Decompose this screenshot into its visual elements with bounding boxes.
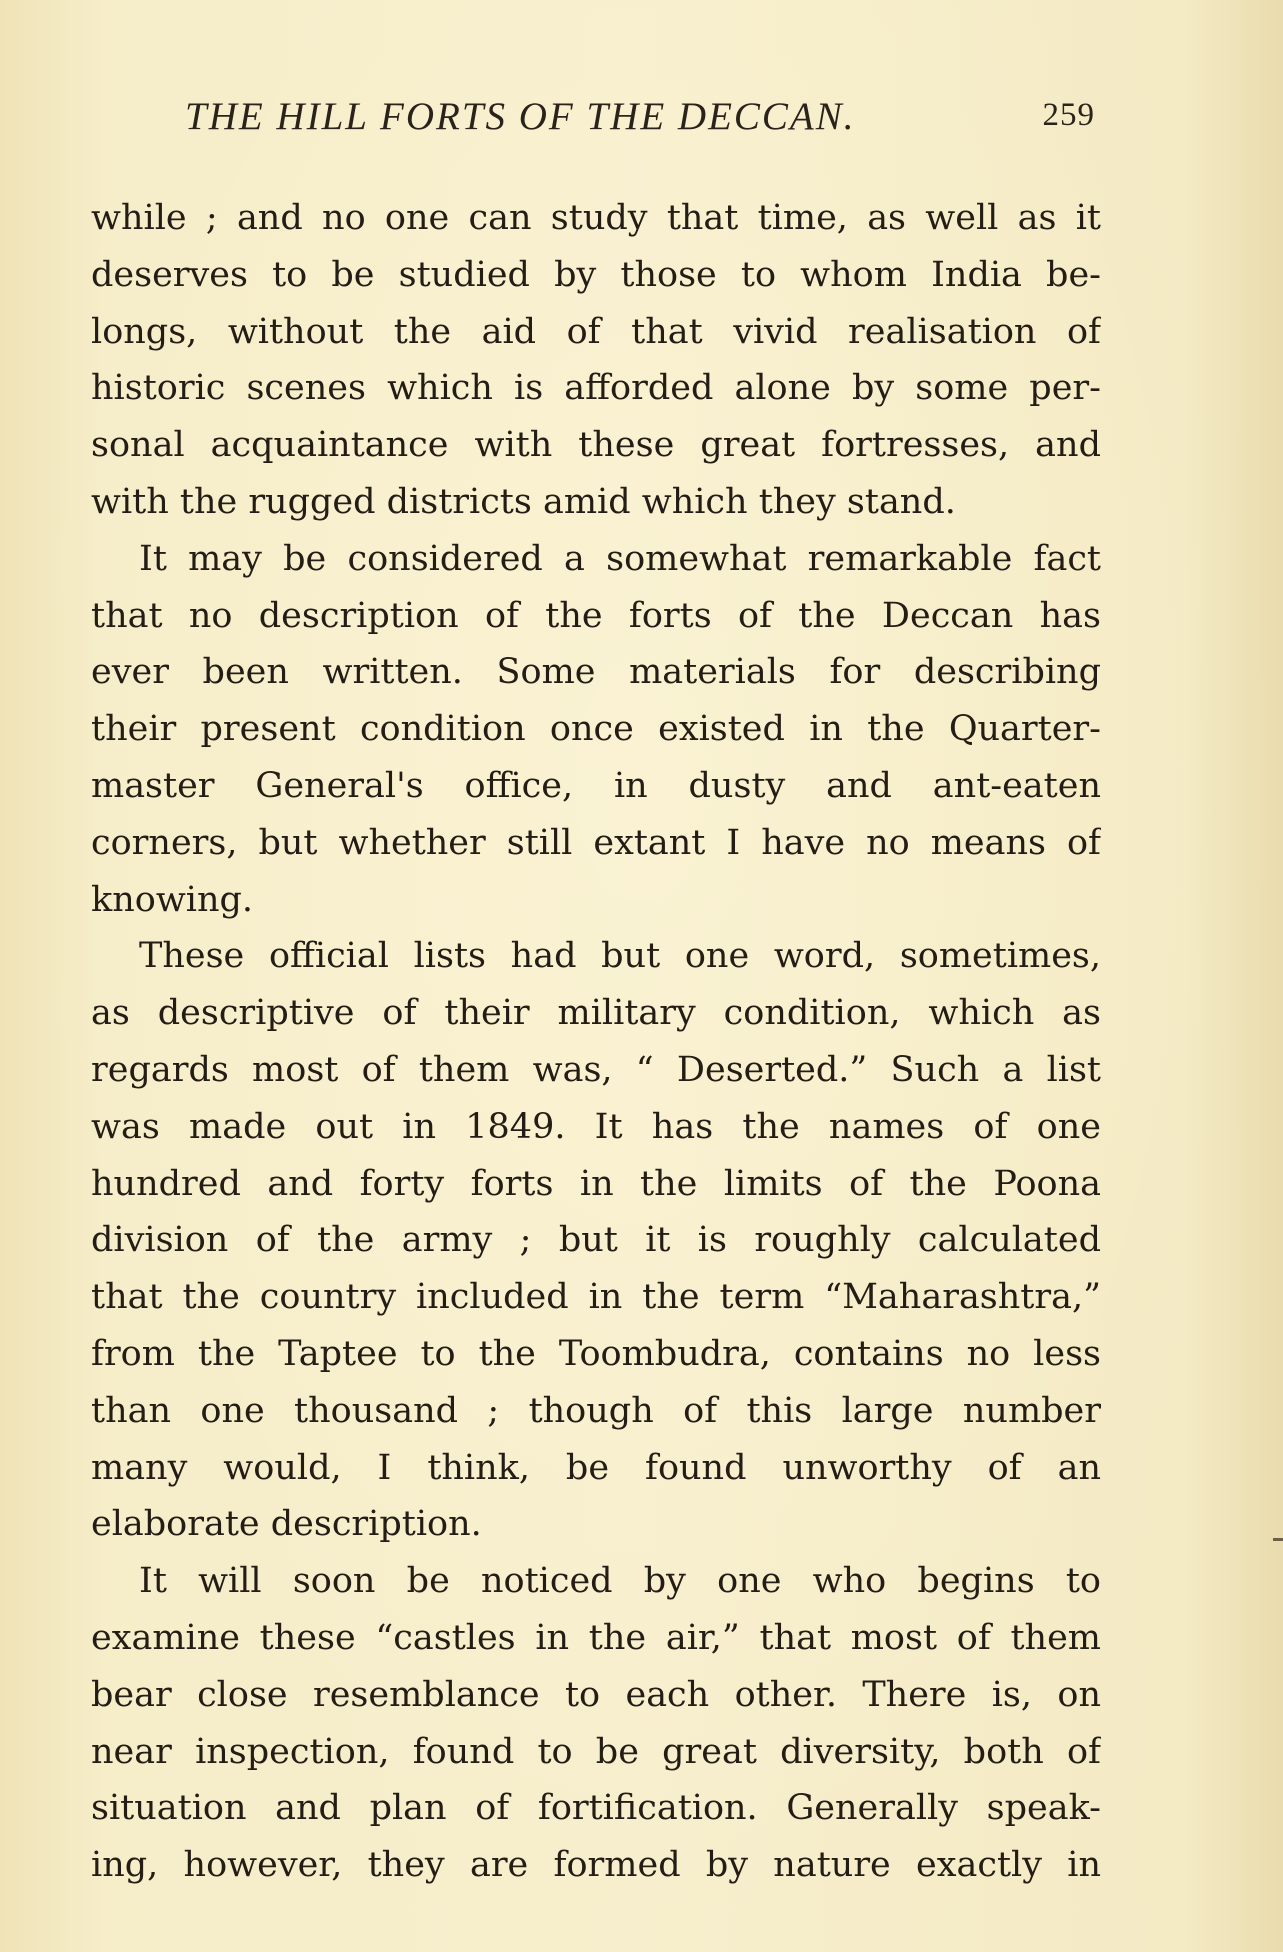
text-line: near inspection, found to be great diversity, both of — [91, 1731, 1101, 1772]
text-line: was made out in 1849. It has the names of one — [91, 1106, 1101, 1147]
text-line: bear close resemblance to each other. There is, on — [91, 1674, 1101, 1715]
text-line: while ; and no one can study that time, as well as it — [91, 198, 1101, 238]
text-line: ing, however, they are formed by nature exactly in — [91, 1845, 1101, 1886]
text-line: situation and plan of fortification. Generally speak- — [91, 1788, 1101, 1829]
text-line: division of the army ; but it is roughly calculated — [91, 1220, 1101, 1261]
running-head — [185, 94, 1095, 144]
body-text — [91, 190, 1101, 1894]
text-line: It may be considered a somewhat remarkable fact — [139, 538, 1101, 579]
text-line: from the Taptee to the Toombudra, contains no less — [91, 1333, 1101, 1374]
text-line: than one thousand ; though of this large number — [91, 1390, 1101, 1431]
text-line: knowing. — [91, 879, 254, 920]
text-line: that the country included in the term “Maharashtra,” — [91, 1277, 1101, 1318]
page-number: 259 — [1042, 97, 1095, 133]
text-line: examine these “castles in the air,” that most of them — [91, 1617, 1101, 1658]
text-line: corners, but whether still extant I have no means of — [91, 822, 1101, 863]
text-line: as descriptive of their military condition, which as — [91, 993, 1101, 1034]
text-line: that no description of the forts of the Deccan has — [91, 595, 1101, 636]
text-line: historic scenes which is afforded alone by some per- — [91, 368, 1101, 409]
text-line: master General's office, in dusty and ant-eaten — [91, 765, 1101, 806]
text-line: These official lists had but one word, sometimes, — [139, 936, 1101, 977]
text-line: hundred and forty forts in the limits of the Poona — [91, 1163, 1101, 1204]
text-line: deserves to be studied by those to whom India be- — [91, 254, 1101, 295]
text-line: ever been written. Some materials for describing — [91, 652, 1101, 693]
text-line: sonal acquaintance with these great fortresses, and — [91, 425, 1101, 466]
running-head-title: THE HILL FORTS OF THE DECCAN. — [185, 95, 856, 138]
text-line: elaborate description. — [91, 1504, 482, 1545]
page-edge-mark — [1273, 1538, 1283, 1541]
text-line: longs, without the aid of that vivid realisation of — [91, 311, 1101, 352]
text-line: regards most of them was, “ Deserted.” Such a list — [91, 1049, 1101, 1090]
text-line: their present condition once existed in the Quarter- — [91, 709, 1101, 750]
text-line: with the rugged districts amid which they stand. — [91, 481, 956, 522]
text-line: many would, I think, be found unworthy of an — [91, 1447, 1101, 1488]
text-line: It will soon be noticed by one who begins to — [139, 1561, 1101, 1602]
